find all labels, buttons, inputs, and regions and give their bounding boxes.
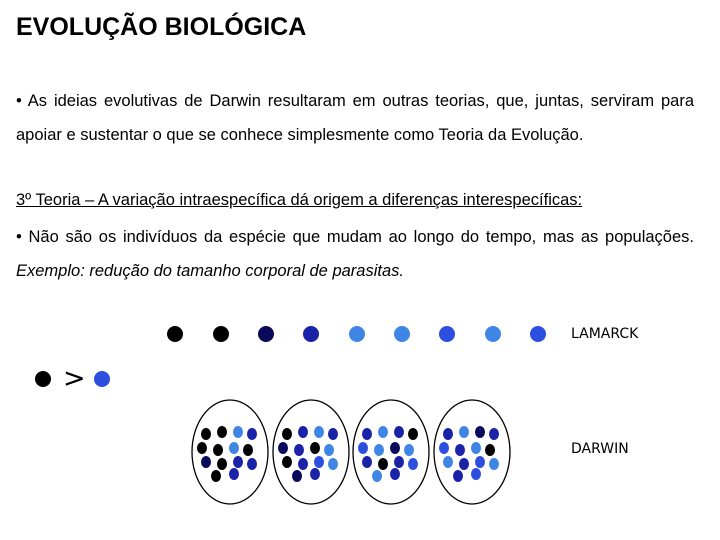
population-individual-dot xyxy=(310,468,320,480)
population-individual-dot xyxy=(475,456,485,468)
lamarck-dot xyxy=(167,326,183,342)
lamarck-dot xyxy=(439,326,455,342)
lamarck-dot xyxy=(213,326,229,342)
lamarck-dot xyxy=(394,326,410,342)
population-individual-dot xyxy=(211,470,221,482)
population-individual-dot xyxy=(443,428,453,440)
population-individual-dot xyxy=(213,444,223,456)
population-individual-dot xyxy=(459,458,469,470)
population-individual-dot xyxy=(394,426,404,438)
population-individual-dot xyxy=(471,468,481,480)
population-individual-dot xyxy=(201,428,211,440)
population-individual-dot xyxy=(358,442,368,454)
population-individual-dot xyxy=(475,426,485,438)
population-individual-dot xyxy=(408,428,418,440)
population-individual-dot xyxy=(453,470,463,482)
population-individual-dot xyxy=(328,458,338,470)
population-individual-dot xyxy=(201,456,211,468)
darwin-label: DARWIN xyxy=(571,441,629,457)
population-individual-dot xyxy=(229,442,239,454)
slide-title: EVOLUÇÃO BIOLÓGICA xyxy=(16,13,307,41)
population-individual-dot xyxy=(233,456,243,468)
population-individual-dot xyxy=(247,428,257,440)
population-individual-dot xyxy=(390,442,400,454)
population-individual-dot xyxy=(328,428,338,440)
population-individual-dot xyxy=(314,456,324,468)
population-individual-dot xyxy=(394,456,404,468)
greater-than-symbol: > xyxy=(63,363,86,394)
lamarck-dot xyxy=(530,326,546,342)
theory-heading: 3º Teoria – A variação intraespecífica dá origem a diferenças interespecíficas: xyxy=(16,191,583,209)
theory-paragraph xyxy=(16,220,694,288)
population-individual-dot xyxy=(294,444,304,456)
population-individual-dot xyxy=(197,442,207,454)
population-individual-dot xyxy=(489,428,499,440)
population-individual-dot xyxy=(378,426,388,438)
population-individual-dot xyxy=(471,442,481,454)
population-individual-dot xyxy=(439,442,449,454)
population-individual-dot xyxy=(243,444,253,456)
population-individual-dot xyxy=(455,444,465,456)
population-individual-dot xyxy=(485,444,495,456)
population-individual-dot xyxy=(217,458,227,470)
population-individual-dot xyxy=(390,468,400,480)
darwin-populations xyxy=(190,396,530,508)
population-individual-dot xyxy=(459,426,469,438)
lamarck-label: LAMARCK xyxy=(571,326,639,342)
theory-text: • Não são os indivíduos da espécie que mudam ao longo do tempo, mas as populações. xyxy=(16,228,694,246)
population-individual-dot xyxy=(408,458,418,470)
population-individual-dot xyxy=(298,458,308,470)
population-individual-dot xyxy=(298,426,308,438)
population-individual-dot xyxy=(217,426,227,438)
population-individual-dot xyxy=(247,458,257,470)
population-individual-dot xyxy=(362,428,372,440)
lamarck-dot xyxy=(303,326,319,342)
population-individual-dot xyxy=(278,442,288,454)
lamarck-dot xyxy=(485,326,501,342)
population-individual-dot xyxy=(374,444,384,456)
population-individual-dot xyxy=(404,444,414,456)
population-individual-dot xyxy=(233,426,243,438)
example-text: Exemplo: redução do tamanho corporal de parasitas. xyxy=(16,262,404,280)
lamarck-dot xyxy=(349,326,365,342)
population-individual-dot xyxy=(362,456,372,468)
lamarck-dot xyxy=(258,326,274,342)
small-parasite-dot xyxy=(94,371,110,387)
population-individual-dot xyxy=(282,428,292,440)
population-individual-dot xyxy=(282,456,292,468)
population-individual-dot xyxy=(292,470,302,482)
intro-paragraph: • As ideias evolutivas de Darwin resultaram em outras teorias, que, juntas, serviram para apoiar e sustentar o que se conhece simplesmente como Teoria da Evolução. xyxy=(16,92,694,144)
large-parasite-dot xyxy=(35,371,51,387)
population-individual-dot xyxy=(324,444,334,456)
population-individual-dot xyxy=(314,426,324,438)
population-individual-dot xyxy=(229,468,239,480)
population-individual-dot xyxy=(443,456,453,468)
population-individual-dot xyxy=(372,470,382,482)
population-individual-dot xyxy=(310,442,320,454)
population-individual-dot xyxy=(489,458,499,470)
population-individual-dot xyxy=(378,458,388,470)
